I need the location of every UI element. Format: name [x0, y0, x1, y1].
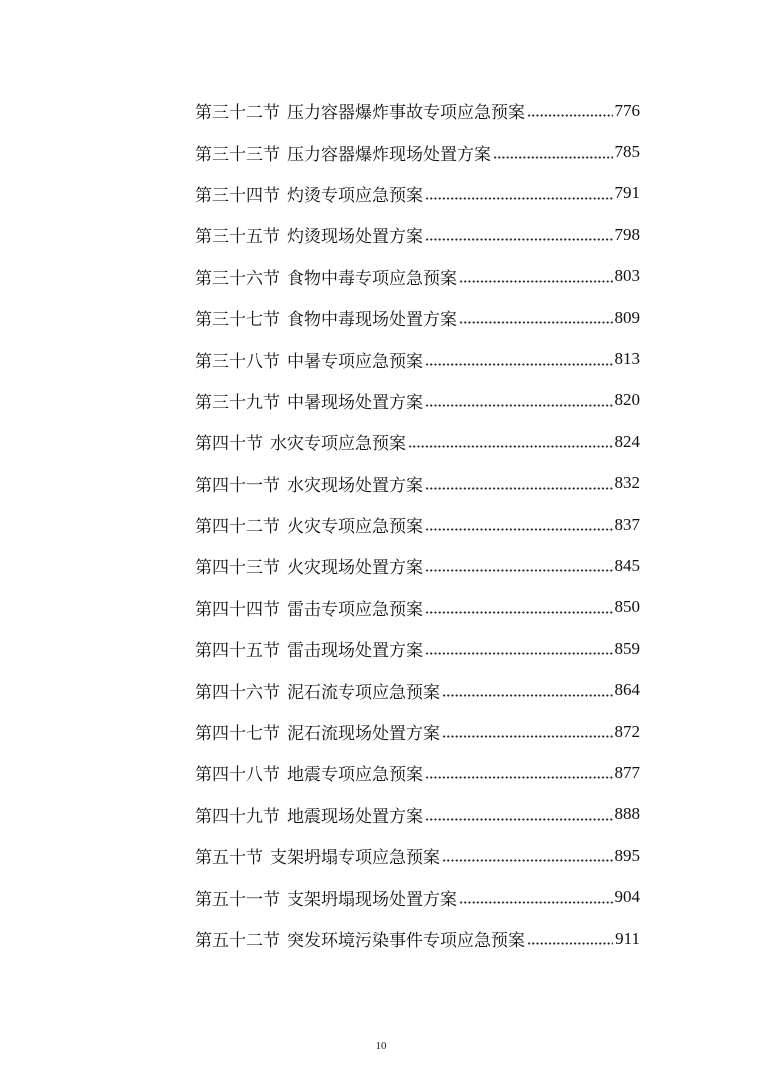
toc-dot-leader	[425, 818, 613, 821]
toc-page-number: 837	[614, 514, 640, 534]
toc-title: 火灾专项应急预案	[287, 517, 423, 538]
toc-page-number: 888	[614, 804, 640, 824]
toc-dot-leader	[408, 445, 613, 448]
toc-title: 灼烫现场处置方案	[287, 227, 423, 248]
toc-section-number: 第四十节	[195, 434, 263, 455]
toc-page-number: 803	[614, 266, 640, 286]
toc-title: 压力容器爆炸现场处置方案	[287, 144, 491, 165]
toc-section-number: 第五十二节	[195, 931, 280, 951]
toc-page-number: 813	[614, 349, 640, 369]
toc-dot-leader	[425, 363, 613, 366]
toc-entry[interactable]	[195, 918, 640, 959]
toc-title: 食物中毒现场处置方案	[287, 310, 457, 331]
toc-dot-leader	[493, 156, 613, 159]
toc-dot-leader	[442, 859, 613, 862]
toc-page-number: 776	[614, 100, 640, 120]
toc-title: 水灾现场处置方案	[287, 475, 423, 496]
toc-dot-leader	[459, 280, 613, 283]
toc-section-number: 第五十一节	[195, 889, 280, 910]
toc-title: 中暑专项应急预案	[287, 351, 423, 372]
toc-dot-leader	[425, 528, 613, 531]
toc-entry[interactable]	[195, 711, 640, 752]
toc-page-number: 911	[615, 928, 640, 948]
toc-page-number: 850	[614, 597, 640, 617]
toc-page-number: 798	[614, 224, 640, 244]
toc-page-number: 785	[614, 142, 640, 162]
toc-dot-leader	[425, 776, 613, 779]
toc-title: 雷击现场处置方案	[287, 641, 423, 662]
toc-section-number: 第四十二节	[195, 517, 280, 538]
toc-page-number: 877	[614, 762, 640, 782]
page-footer-number: 10	[375, 1040, 387, 1052]
toc-section-number: 第四十三节	[195, 558, 280, 579]
toc-entry[interactable]	[195, 90, 640, 131]
toc-title: 泥石流专项应急预案	[287, 682, 440, 703]
toc-entry[interactable]	[195, 835, 640, 876]
toc-dot-leader	[459, 901, 613, 904]
toc-section-number: 第四十七节	[195, 724, 280, 745]
toc-entry[interactable]	[195, 752, 640, 793]
toc-dot-leader	[425, 487, 613, 490]
toc-section-number: 第四十一节	[195, 475, 280, 496]
toc-section-number: 第四十四节	[195, 599, 280, 620]
toc-dot-leader	[527, 942, 613, 945]
toc-section-number: 第四十五节	[195, 641, 280, 662]
toc-page-number: 845	[614, 555, 640, 575]
toc-title: 火灾现场处置方案	[287, 558, 423, 579]
toc-page-number: 872	[614, 721, 640, 741]
toc-page-number: 809	[614, 307, 640, 327]
toc-page-number: 824	[614, 431, 640, 451]
toc-section-number: 第三十九节	[195, 392, 280, 413]
toc-title: 支架坍塌现场处置方案	[287, 889, 457, 910]
toc-entry[interactable]	[195, 256, 640, 297]
toc-title: 泥石流现场处置方案	[287, 724, 440, 745]
toc-section-number: 第三十四节	[195, 185, 280, 206]
toc-entry[interactable]	[195, 463, 640, 504]
toc-section-number: 第三十二节	[195, 103, 280, 124]
toc-dot-leader	[442, 694, 613, 697]
toc-entry[interactable]	[195, 214, 640, 255]
toc-entry[interactable]	[195, 338, 640, 379]
toc-title: 支架坍塌专项应急预案	[270, 848, 440, 869]
toc-entry[interactable]	[195, 794, 640, 835]
toc-section-number: 第三十五节	[195, 227, 280, 248]
toc-title: 食物中毒专项应急预案	[287, 268, 457, 289]
toc-entry[interactable]	[195, 587, 640, 628]
toc-section-number: 第四十八节	[195, 765, 280, 786]
toc-title: 地震专项应急预案	[287, 765, 423, 786]
toc-entry[interactable]	[195, 545, 640, 586]
toc-page-number: 895	[614, 845, 640, 865]
toc-dot-leader	[459, 321, 613, 324]
toc-section-number: 第三十八节	[195, 351, 280, 372]
toc-dot-leader	[442, 735, 613, 738]
toc-section-number: 第五十节	[195, 848, 263, 869]
toc-title: 中暑现场处置方案	[287, 392, 423, 413]
toc-dot-leader	[425, 197, 613, 200]
toc-section-number: 第三十六节	[195, 268, 280, 289]
toc-page-number: 859	[614, 638, 640, 658]
toc-entry[interactable]	[195, 380, 640, 421]
toc-section-number: 第三十七节	[195, 310, 280, 331]
toc-entry[interactable]	[195, 876, 640, 917]
toc-section-number: 第四十六节	[195, 682, 280, 703]
toc-entry[interactable]	[195, 297, 640, 338]
toc-dot-leader	[425, 611, 613, 614]
toc-dot-leader	[425, 652, 613, 655]
toc-entry[interactable]	[195, 628, 640, 669]
toc-entry[interactable]	[195, 173, 640, 214]
toc-title: 雷击专项应急预案	[287, 599, 423, 620]
toc-title: 突发环境污染事件专项应急预案	[287, 931, 525, 951]
toc-title: 水灾专项应急预案	[270, 434, 406, 455]
toc-entry[interactable]	[195, 504, 640, 545]
toc-section-number: 第三十三节	[195, 144, 280, 165]
toc-entry[interactable]	[195, 421, 640, 462]
toc-page-number: 832	[614, 473, 640, 493]
toc-page-number: 864	[614, 680, 640, 700]
toc-section-number: 第四十九节	[195, 806, 280, 827]
toc-page-number: 820	[614, 390, 640, 410]
table-of-contents	[195, 90, 640, 959]
toc-title: 灼烫专项应急预案	[287, 185, 423, 206]
toc-dot-leader	[425, 569, 613, 572]
toc-title: 压力容器爆炸事故专项应急预案	[287, 103, 525, 124]
toc-dot-leader	[425, 238, 613, 241]
toc-dot-leader	[425, 404, 613, 407]
toc-title: 地震现场处置方案	[287, 806, 423, 827]
toc-dot-leader	[527, 114, 613, 117]
toc-entry[interactable]	[195, 131, 640, 172]
toc-page-number: 791	[614, 183, 640, 203]
toc-page-number: 904	[614, 887, 640, 907]
toc-entry[interactable]	[195, 669, 640, 710]
